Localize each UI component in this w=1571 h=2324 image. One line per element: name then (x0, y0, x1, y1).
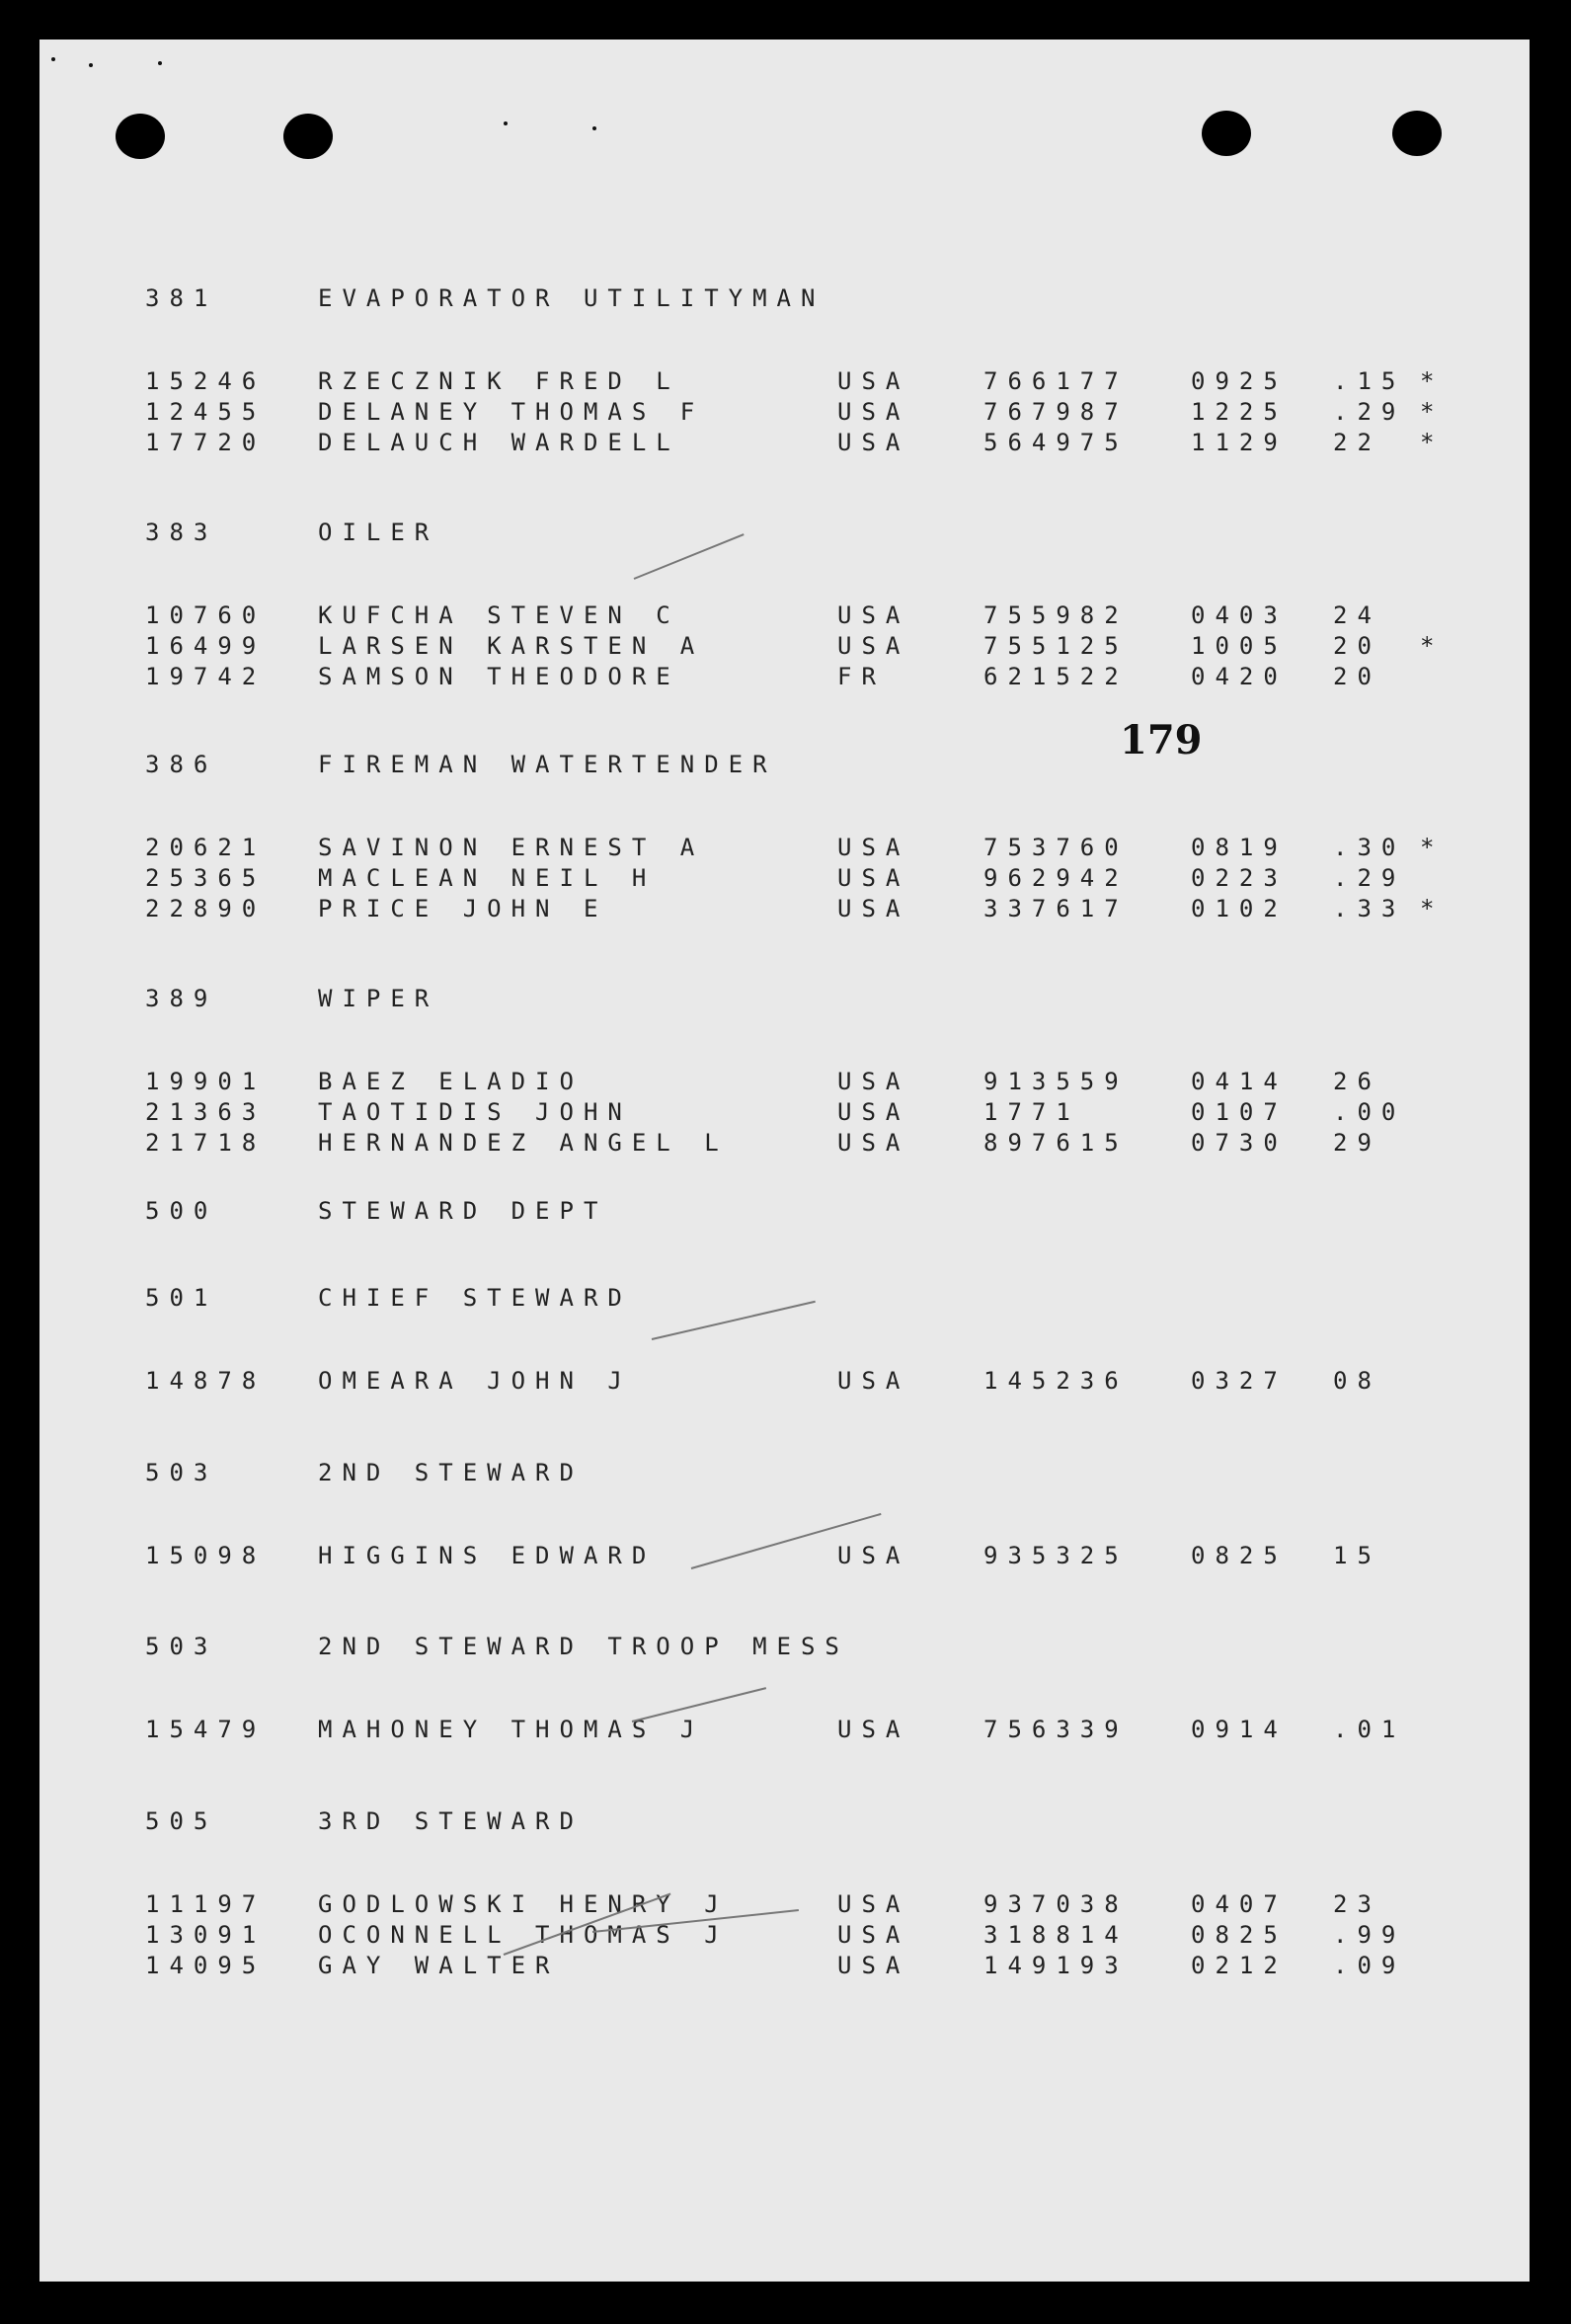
crew-nationality: USA (837, 1367, 910, 1395)
crew-value: 29 (1333, 1129, 1381, 1157)
crew-value: 22 (1333, 429, 1381, 456)
section-code: 503 (145, 1633, 218, 1660)
crew-nationality: USA (837, 864, 910, 892)
crew-code: 0730 (1191, 1129, 1288, 1157)
crew-number: 318814 (983, 1921, 1129, 1949)
crew-value: .29 (1333, 398, 1406, 426)
crew-number: 564975 (983, 429, 1129, 456)
binder-hole (1392, 111, 1442, 156)
crew-mark: * (1420, 895, 1435, 922)
crew-name: SAMSON THEODORE (318, 663, 680, 690)
section-title: 3RD STEWARD (318, 1807, 584, 1835)
crew-id: 13091 (145, 1921, 267, 1949)
crew-id: 17720 (145, 429, 267, 456)
crew-code: 0914 (1191, 1716, 1288, 1743)
section-title: 2ND STEWARD (318, 1459, 584, 1486)
crew-mark: * (1420, 632, 1435, 660)
crew-nationality: USA (837, 1921, 910, 1949)
crew-code: 0414 (1191, 1068, 1288, 1095)
crew-code: 0819 (1191, 834, 1288, 861)
crew-code: 0107 (1191, 1098, 1288, 1126)
crew-nationality: USA (837, 1098, 910, 1126)
speck (504, 121, 508, 125)
crew-code: 0825 (1191, 1542, 1288, 1569)
binder-hole (283, 114, 333, 159)
crew-code: 0327 (1191, 1367, 1288, 1395)
section-title: 2ND STEWARD TROOP MESS (318, 1633, 849, 1660)
crew-name: HERNANDEZ ANGEL L (318, 1129, 729, 1157)
crew-code: 0212 (1191, 1952, 1288, 1979)
section-code: 503 (145, 1459, 218, 1486)
crew-number: 766177 (983, 367, 1129, 395)
crew-id: 15098 (145, 1542, 267, 1569)
crew-value: 15 (1333, 1542, 1381, 1569)
crew-code: 1129 (1191, 429, 1288, 456)
crew-code: 0102 (1191, 895, 1288, 922)
crew-nationality: USA (837, 367, 910, 395)
crew-name: BAEZ ELADIO (318, 1068, 584, 1095)
crew-id: 19742 (145, 663, 267, 690)
crew-name: DELAUCH WARDELL (318, 429, 680, 456)
binder-hole (116, 114, 165, 159)
crew-name: GODLOWSKI HENRY J (318, 1890, 729, 1918)
crew-nationality: USA (837, 601, 910, 629)
crew-id: 22890 (145, 895, 267, 922)
crew-number: 755982 (983, 601, 1129, 629)
crew-nationality: USA (837, 429, 910, 456)
speck (592, 126, 596, 130)
crew-nationality: USA (837, 1716, 910, 1743)
crew-value: 23 (1333, 1890, 1381, 1918)
page-number: 179 (1120, 717, 1203, 763)
crew-mark: * (1420, 398, 1435, 426)
crew-id: 16499 (145, 632, 267, 660)
crew-nationality: USA (837, 895, 910, 922)
crew-code: 0223 (1191, 864, 1288, 892)
crew-code: 0825 (1191, 1921, 1288, 1949)
crew-number: 337617 (983, 895, 1129, 922)
crew-id: 10760 (145, 601, 267, 629)
speck (158, 61, 162, 65)
binder-hole (1202, 111, 1251, 156)
crew-value: .33 (1333, 895, 1406, 922)
crew-mark: * (1420, 429, 1435, 456)
crew-nationality: USA (837, 1890, 910, 1918)
crew-id: 25365 (145, 864, 267, 892)
crew-name: OCONNELL THOMAS J (318, 1921, 729, 1949)
crew-code: 1005 (1191, 632, 1288, 660)
crew-number: 755125 (983, 632, 1129, 660)
crew-id: 14095 (145, 1952, 267, 1979)
crew-value: .99 (1333, 1921, 1406, 1949)
crew-name: TAOTIDIS JOHN (318, 1098, 632, 1126)
crew-number: 756339 (983, 1716, 1129, 1743)
crew-value: .30 (1333, 834, 1406, 861)
crew-name: MAHONEY THOMAS J (318, 1716, 705, 1743)
section-title: OILER (318, 519, 439, 546)
crew-number: 621522 (983, 663, 1129, 690)
crew-nationality: USA (837, 834, 910, 861)
crew-value: .01 (1333, 1716, 1406, 1743)
pen-stroke (634, 533, 745, 580)
crew-number: 937038 (983, 1890, 1129, 1918)
crew-value: 20 (1333, 663, 1381, 690)
crew-code: 0420 (1191, 663, 1288, 690)
section-title: WIPER (318, 985, 439, 1012)
crew-name: OMEARA JOHN J (318, 1367, 632, 1395)
crew-name: LARSEN KARSTEN A (318, 632, 705, 660)
crew-value: 08 (1333, 1367, 1381, 1395)
crew-name: DELANEY THOMAS F (318, 398, 705, 426)
section-code: 381 (145, 284, 218, 312)
section-code: 505 (145, 1807, 218, 1835)
crew-name: RZECZNIK FRED L (318, 367, 680, 395)
pen-stroke (652, 1301, 816, 1340)
crew-nationality: USA (837, 1068, 910, 1095)
crew-number: 767987 (983, 398, 1129, 426)
crew-id: 21363 (145, 1098, 267, 1126)
crew-id: 11197 (145, 1890, 267, 1918)
crew-id: 21718 (145, 1129, 267, 1157)
section-code: 386 (145, 751, 218, 778)
crew-name: HIGGINS EDWARD (318, 1542, 657, 1569)
crew-value: .29 (1333, 864, 1406, 892)
section-title: FIREMAN WATERTENDER (318, 751, 777, 778)
crew-value: .00 (1333, 1098, 1406, 1126)
section-code: 501 (145, 1284, 218, 1312)
crew-id: 15246 (145, 367, 267, 395)
crew-code: 0925 (1191, 367, 1288, 395)
crew-name: SAVINON ERNEST A (318, 834, 705, 861)
crew-nationality: USA (837, 398, 910, 426)
crew-id: 19901 (145, 1068, 267, 1095)
crew-number: 145236 (983, 1367, 1129, 1395)
crew-nationality: USA (837, 1952, 910, 1979)
crew-name: KUFCHA STEVEN C (318, 601, 680, 629)
crew-nationality: USA (837, 632, 910, 660)
section-title: STEWARD DEPT (318, 1197, 608, 1225)
crew-number: 1771 (983, 1098, 1080, 1126)
crew-nationality: USA (837, 1542, 910, 1569)
crew-number: 897615 (983, 1129, 1129, 1157)
section-code: 383 (145, 519, 218, 546)
crew-name: PRICE JOHN E (318, 895, 608, 922)
section-code: 500 (145, 1197, 218, 1225)
crew-code: 0403 (1191, 601, 1288, 629)
crew-number: 753760 (983, 834, 1129, 861)
crew-id: 14878 (145, 1367, 267, 1395)
crew-nationality: FR (837, 663, 886, 690)
crew-value: 24 (1333, 601, 1381, 629)
crew-number: 913559 (983, 1068, 1129, 1095)
crew-mark: * (1420, 367, 1435, 395)
section-title: CHIEF STEWARD (318, 1284, 632, 1312)
crew-value: 20 (1333, 632, 1381, 660)
crew-name: MACLEAN NEIL H (318, 864, 657, 892)
crew-value: .15 (1333, 367, 1406, 395)
crew-id: 20621 (145, 834, 267, 861)
section-title: EVAPORATOR UTILITYMAN (318, 284, 825, 312)
crew-code: 0407 (1191, 1890, 1288, 1918)
crew-number: 935325 (983, 1542, 1129, 1569)
crew-name: GAY WALTER (318, 1952, 560, 1979)
crew-id: 15479 (145, 1716, 267, 1743)
speck (89, 63, 93, 67)
crew-number: 962942 (983, 864, 1129, 892)
crew-value: .09 (1333, 1952, 1406, 1979)
document-page (39, 40, 1530, 2282)
crew-number: 149193 (983, 1952, 1129, 1979)
crew-value: 26 (1333, 1068, 1381, 1095)
crew-mark: * (1420, 834, 1435, 861)
section-code: 389 (145, 985, 218, 1012)
crew-nationality: USA (837, 1129, 910, 1157)
crew-id: 12455 (145, 398, 267, 426)
speck (51, 57, 55, 61)
crew-code: 1225 (1191, 398, 1288, 426)
